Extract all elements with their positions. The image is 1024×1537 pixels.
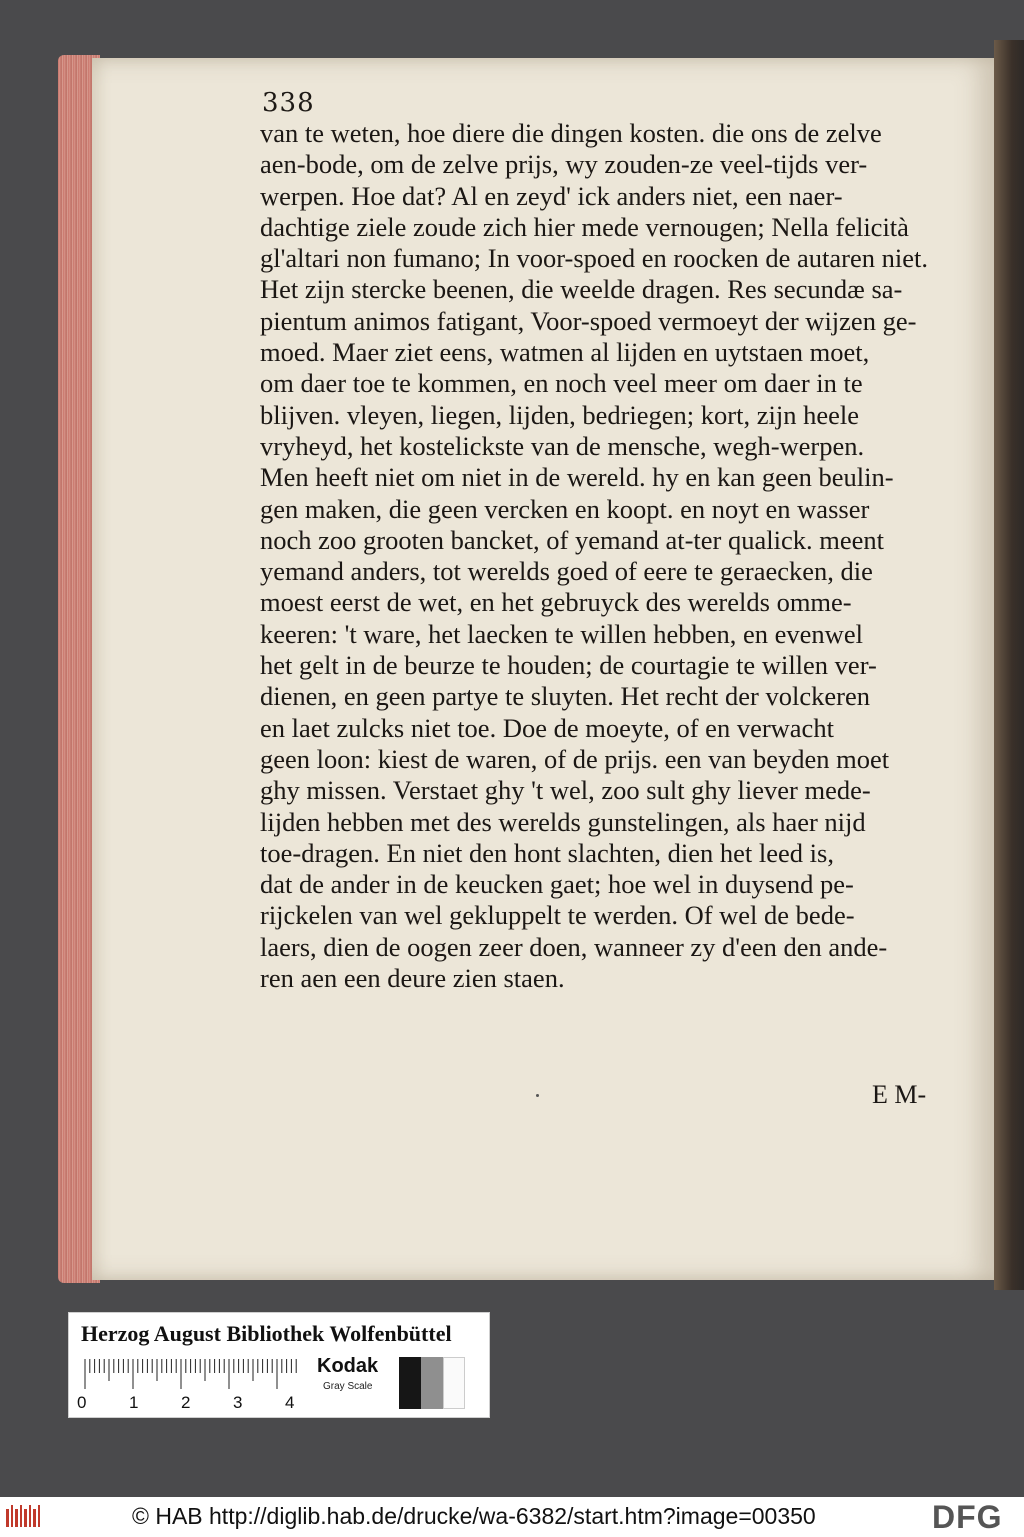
text-line: pientum animos fatigant, Voor-spoed vermoeyt der wijzen ge- [260, 305, 917, 336]
page-text [260, 118, 955, 994]
book-gutter [994, 40, 1024, 1290]
ruler-number: 2 [181, 1393, 191, 1412]
text-line: ren aen een deure zien staen. [260, 963, 565, 994]
text-line: gl'altari non fumano; In voor-spoed en roocken de autaren niet. [260, 243, 928, 274]
kodak-brand: Kodak [317, 1355, 379, 1377]
text-line: laers, dien de oogen zeer doen, wanneer zy d'een den ande- [260, 931, 888, 962]
swatch-gray [421, 1357, 443, 1409]
ruler-scale [79, 1359, 301, 1389]
text-line: noch zoo grooten bancket, of yemand at-ter qualick. meent [260, 524, 884, 555]
text-line: ghy missen. Verstaet ghy 't wel, zoo sult ghy liever mede- [260, 775, 871, 806]
page-number: 338 [262, 88, 315, 118]
swatch-white [443, 1357, 465, 1409]
dfg-logo: DFG [932, 1499, 1003, 1535]
footer-credit-link[interactable]: © HAB http://diglib.hab.de/drucke/wa-6382/start.htm?image=00350 [132, 1503, 816, 1529]
gray-scale-label: Gray Scale [323, 1381, 373, 1392]
text-line: het gelt in de beurze te houden; de courtagie te willen ver- [260, 650, 877, 681]
text-line: toe-dragen. En niet den hont slachten, dien het leed is, [260, 837, 834, 868]
text-line: dachtige ziele zoude zich hier mede vernougen; Nella felicità [260, 211, 909, 242]
text-line: van te weten, hoe diere die dingen kosten. die ons de zelve [260, 118, 882, 148]
barcode-icon [6, 1505, 44, 1529]
catchword: E M- [872, 1080, 927, 1109]
footer-bar [0, 1497, 1024, 1537]
text-line: keeren: 't ware, het laecken te willen hebben, en evenwel [260, 618, 863, 649]
text-line: Het zijn stercke beenen, die weelde dragen. Res secundæ sa- [260, 274, 903, 305]
text-line: moed. Maer ziet eens, watmen al lijden en uytstaen moet, [260, 337, 870, 368]
text-line: en laet zulcks niet toe. Doe de moeyte, of en verwacht [260, 712, 834, 743]
text-line: gen maken, die geen vercken en koopt. en noyt en wasser [260, 493, 870, 524]
library-name: Herzog August Bibliothek Wolfenbüttel [81, 1321, 452, 1346]
text-line: moest eerst de wet, en het gebruyck des werelds omme- [260, 587, 852, 618]
text-line: dat de ander in de keucken gaet; hoe wel in duysend pe- [260, 869, 854, 900]
ink-speck [536, 1094, 539, 1097]
text-line: blijven. vleyen, liegen, lijden, bedriegen; kort, zijn heele [260, 399, 859, 430]
text-line: dienen, en geen partye te sluyten. Het recht der volckeren [260, 681, 870, 712]
ruler-number: 3 [233, 1393, 243, 1412]
text-line: om daer toe te kommen, en noch veel meer om daer in te [260, 368, 863, 399]
library-color-card [68, 1312, 490, 1418]
text-line: geen loon: kiest de waren, of de prijs. een van beyden moet [260, 743, 890, 774]
ruler-number: 1 [129, 1393, 139, 1412]
text-line: rijckelen van wel gekluppelt te werden. Of wel de bede- [260, 900, 855, 931]
text-line: Men heeft niet om niet in de wereld. hy en kan geen beulin- [260, 462, 894, 493]
text-line: aen-bode, om de zelve prijs, wy zouden-ze veel-tijds ver- [260, 149, 868, 180]
text-line: vryheyd, het kostelickste van de mensche, wegh-werpen. [260, 430, 865, 461]
swatch-black [399, 1357, 421, 1409]
ruler-number: 0 [77, 1393, 87, 1412]
text-line: yemand anders, tot werelds goed of eere te geraecken, die [260, 556, 873, 587]
ruler-number: 4 [285, 1393, 295, 1412]
text-line: werpen. Hoe dat? Al en zeyd' ick anders niet, een naer- [260, 180, 843, 211]
text-line: lijden hebben met des werelds gunstelingen, als haer nijd [260, 806, 866, 837]
